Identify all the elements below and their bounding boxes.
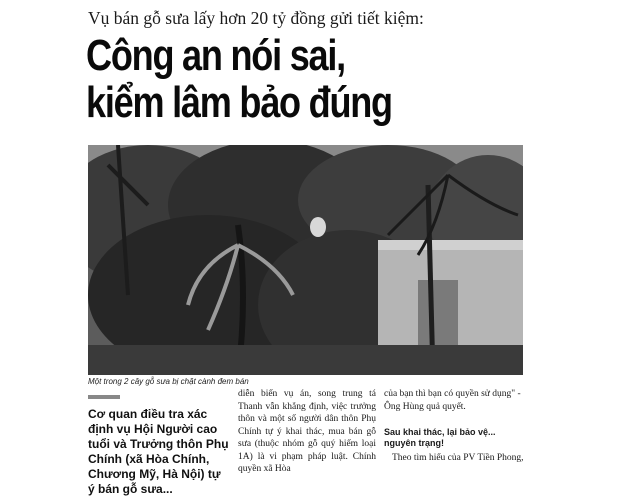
- column-3-text: của bạn thì bạn có quyền sử dụng" - Ông Hùng quả quyết.: [384, 389, 521, 412]
- headline-line-1: Công an nói sai,: [86, 31, 345, 80]
- headline-line-2: kiểm lâm bảo đúng: [86, 78, 392, 127]
- column-3-paragraph: Theo tìm hiểu của PV Tiền Phong,: [392, 453, 524, 463]
- article-photo: [88, 145, 523, 375]
- article-column-3: [384, 388, 524, 465]
- trees-photo-illustration: [88, 145, 523, 375]
- photo-caption: Một trong 2 cây gỗ sưa bị chặt cành đem bán: [88, 377, 249, 386]
- article-lead: Cơ quan điều tra xác định vụ Hội Người cao tuổi và Trưởng thôn Phụ Chính (xã Hòa Chính, Chương Mỹ, Hà Nội) tự ý bán gỗ sưa...: [88, 407, 229, 496]
- article-kicker: Vụ bán gỗ sưa lấy hơn 20 tỷ đồng gửi tiết kiệm:: [88, 8, 424, 28]
- column-rule: [88, 395, 120, 399]
- article-headline: [86, 32, 463, 126]
- article-column-2: [238, 388, 376, 476]
- column-3-subhead: Sau khai thác, lại bảo vệ... nguyên trạng!: [384, 427, 496, 448]
- column-2-text: diễn biến vụ án, song trung tá Thanh vẫn khẳng định, việc trưởng thôn và một số người dân thôn Phụ Chính tự ý khai thác, mua bán gỗ sưa (thuộc nhóm gỗ quý hiếm loại 1A) là vi phạm pháp luật. Chính quyền xã Hòa: [238, 389, 376, 474]
